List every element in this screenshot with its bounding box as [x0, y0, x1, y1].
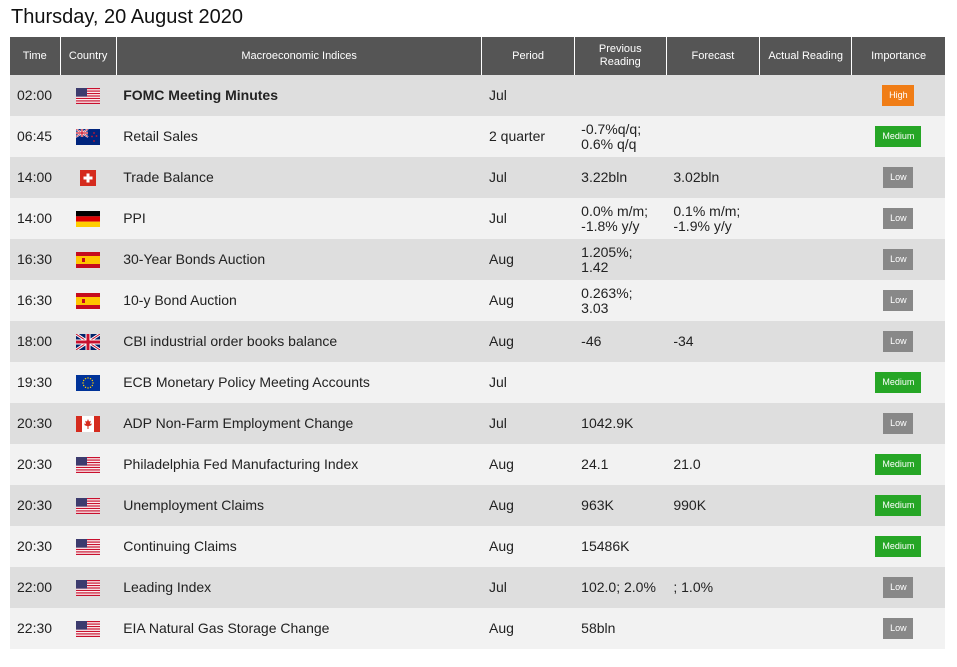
importance-badge: Medium — [875, 372, 921, 393]
previous-reading-cell: 963K — [574, 485, 666, 526]
country-cell — [60, 116, 116, 157]
importance-badge: Medium — [875, 495, 921, 516]
header-forecast: Forecast — [666, 37, 759, 75]
event-name-cell: ECB Monetary Policy Meeting Accounts — [116, 362, 482, 403]
actual-reading-cell — [760, 75, 852, 116]
importance-badge: High — [882, 85, 914, 106]
time-cell: 06:45 — [10, 116, 60, 157]
importance-cell — [852, 75, 945, 116]
us-flag-icon — [76, 457, 100, 473]
us-flag-icon — [76, 539, 100, 555]
period-cell: Jul — [482, 362, 574, 403]
importance-badge: Low — [883, 208, 913, 229]
country-cell — [60, 280, 116, 321]
actual-reading-cell — [760, 444, 852, 485]
event-name-cell: 30-Year Bonds Auction — [116, 239, 482, 280]
table-row[interactable] — [10, 157, 945, 198]
us-flag-icon — [76, 88, 100, 104]
actual-reading-cell — [760, 567, 852, 608]
actual-reading-cell — [760, 116, 852, 157]
economic-calendar-table — [10, 37, 945, 649]
time-cell: 18:00 — [10, 321, 60, 362]
forecast-cell — [666, 280, 759, 321]
actual-reading-cell — [760, 362, 852, 403]
forecast-cell — [666, 75, 759, 116]
period-cell: Aug — [482, 321, 574, 362]
previous-reading-cell: 15486K — [574, 526, 666, 567]
time-cell: 19:30 — [10, 362, 60, 403]
es-flag-icon — [76, 293, 100, 309]
actual-reading-cell — [760, 198, 852, 239]
es-flag-icon — [76, 252, 100, 268]
us-flag-icon — [76, 498, 100, 514]
event-name-cell: ADP Non-Farm Employment Change — [116, 403, 482, 444]
table-row[interactable] — [10, 608, 945, 649]
time-cell: 14:00 — [10, 157, 60, 198]
previous-reading-cell — [574, 362, 666, 403]
event-name-cell: PPI — [116, 198, 482, 239]
actual-reading-cell — [760, 321, 852, 362]
event-name-cell: Leading Index — [116, 567, 482, 608]
header-time: Time — [10, 37, 60, 75]
ca-flag-icon — [76, 416, 100, 432]
event-name-cell: CBI industrial order books balance — [116, 321, 482, 362]
period-cell: Jul — [482, 75, 574, 116]
country-cell — [60, 321, 116, 362]
previous-reading-cell: -46 — [574, 321, 666, 362]
importance-badge: Low — [883, 290, 913, 311]
importance-badge: Low — [883, 249, 913, 270]
forecast-cell: -34 — [666, 321, 759, 362]
forecast-cell — [666, 362, 759, 403]
header-country: Country — [60, 37, 116, 75]
eu-flag-icon — [76, 375, 100, 391]
importance-cell — [852, 526, 945, 567]
header-period: Period — [482, 37, 574, 75]
header-importance: Importance — [852, 37, 945, 75]
forecast-cell: 0.1% m/m; -1.9% y/y — [666, 198, 759, 239]
table-row[interactable] — [10, 362, 945, 403]
time-cell: 22:30 — [10, 608, 60, 649]
previous-reading-cell: 1042.9K — [574, 403, 666, 444]
period-cell: Aug — [482, 444, 574, 485]
country-cell — [60, 239, 116, 280]
time-cell: 22:00 — [10, 567, 60, 608]
forecast-cell — [666, 239, 759, 280]
period-cell: Jul — [482, 403, 574, 444]
event-name-cell: Trade Balance — [116, 157, 482, 198]
time-cell: 20:30 — [10, 403, 60, 444]
importance-cell — [852, 444, 945, 485]
forecast-cell: 990K — [666, 485, 759, 526]
actual-reading-cell — [760, 526, 852, 567]
us-flag-icon — [76, 621, 100, 637]
table-row[interactable] — [10, 321, 945, 362]
country-cell — [60, 485, 116, 526]
actual-reading-cell — [760, 485, 852, 526]
time-cell: 20:30 — [10, 485, 60, 526]
country-cell — [60, 444, 116, 485]
actual-reading-cell — [760, 608, 852, 649]
event-name-cell: 10-y Bond Auction — [116, 280, 482, 321]
previous-reading-cell — [574, 75, 666, 116]
importance-cell — [852, 362, 945, 403]
previous-reading-cell: 3.22bln — [574, 157, 666, 198]
importance-cell — [852, 239, 945, 280]
previous-reading-cell: 0.263%; 3.03 — [574, 280, 666, 321]
importance-badge: Medium — [875, 536, 921, 557]
header-indices: Macroeconomic Indices — [116, 37, 482, 75]
time-cell: 16:30 — [10, 280, 60, 321]
period-cell: Aug — [482, 280, 574, 321]
time-cell: 16:30 — [10, 239, 60, 280]
ch-flag-icon — [76, 170, 100, 186]
actual-reading-cell — [760, 157, 852, 198]
previous-reading-cell: 24.1 — [574, 444, 666, 485]
forecast-cell: 21.0 — [666, 444, 759, 485]
event-name-cell: Continuing Claims — [116, 526, 482, 567]
table-body — [10, 75, 945, 649]
period-cell: Aug — [482, 485, 574, 526]
forecast-cell — [666, 526, 759, 567]
table-row[interactable] — [10, 403, 945, 444]
country-cell — [60, 403, 116, 444]
importance-cell — [852, 403, 945, 444]
table-row[interactable] — [10, 239, 945, 280]
importance-badge: Low — [883, 413, 913, 434]
importance-cell — [852, 157, 945, 198]
time-cell: 20:30 — [10, 526, 60, 567]
importance-cell — [852, 567, 945, 608]
previous-reading-cell: 102.0; 2.0% — [574, 567, 666, 608]
importance-badge: Medium — [875, 454, 921, 475]
importance-badge: Medium — [875, 126, 921, 147]
table-row[interactable] — [10, 198, 945, 239]
table-header-row — [10, 37, 945, 75]
table-row[interactable] — [10, 526, 945, 567]
importance-badge: Low — [883, 167, 913, 188]
country-cell — [60, 198, 116, 239]
header-actual: Actual Reading — [760, 37, 852, 75]
table-row[interactable] — [10, 567, 945, 608]
importance-cell — [852, 280, 945, 321]
previous-reading-cell: 1.205%; 1.42 — [574, 239, 666, 280]
event-name-cell: Philadelphia Fed Manufacturing Index — [116, 444, 482, 485]
table-row[interactable] — [10, 280, 945, 321]
table-row[interactable] — [10, 116, 945, 157]
period-cell: Aug — [482, 526, 574, 567]
country-cell — [60, 157, 116, 198]
importance-cell — [852, 485, 945, 526]
importance-cell — [852, 116, 945, 157]
forecast-cell — [666, 116, 759, 157]
importance-cell — [852, 198, 945, 239]
table-row[interactable] — [10, 485, 945, 526]
previous-reading-cell: -0.7%q/q; 0.6% q/q — [574, 116, 666, 157]
table-row[interactable] — [10, 75, 945, 116]
importance-badge: Low — [883, 331, 913, 352]
period-cell: Jul — [482, 198, 574, 239]
event-name-cell: FOMC Meeting Minutes — [116, 75, 482, 116]
country-cell — [60, 567, 116, 608]
event-name-cell: Unemployment Claims — [116, 485, 482, 526]
time-cell: 20:30 — [10, 444, 60, 485]
previous-reading-cell: 0.0% m/m; -1.8% y/y — [574, 198, 666, 239]
period-cell: 2 quarter — [482, 116, 574, 157]
importance-badge: Low — [883, 618, 913, 639]
table-row[interactable] — [10, 444, 945, 485]
header-previous: Previous Reading — [574, 37, 666, 75]
gb-flag-icon — [76, 334, 100, 350]
period-cell: Aug — [482, 608, 574, 649]
forecast-cell — [666, 608, 759, 649]
forecast-cell: 3.02bln — [666, 157, 759, 198]
event-name-cell: Retail Sales — [116, 116, 482, 157]
country-cell — [60, 362, 116, 403]
forecast-cell: ; 1.0% — [666, 567, 759, 608]
event-name-cell: EIA Natural Gas Storage Change — [116, 608, 482, 649]
importance-cell — [852, 321, 945, 362]
importance-badge: Low — [883, 577, 913, 598]
actual-reading-cell — [760, 239, 852, 280]
country-cell — [60, 75, 116, 116]
period-cell: Jul — [482, 567, 574, 608]
page-title: Thursday, 20 August 2020 — [11, 6, 244, 28]
actual-reading-cell — [760, 403, 852, 444]
country-cell — [60, 608, 116, 649]
us-flag-icon — [76, 580, 100, 596]
nz-flag-icon — [76, 129, 100, 145]
time-cell: 14:00 — [10, 198, 60, 239]
forecast-cell — [666, 403, 759, 444]
country-cell — [60, 526, 116, 567]
period-cell: Aug — [482, 239, 574, 280]
time-cell: 02:00 — [10, 75, 60, 116]
previous-reading-cell: 58bln — [574, 608, 666, 649]
period-cell: Jul — [482, 157, 574, 198]
importance-cell — [852, 608, 945, 649]
actual-reading-cell — [760, 280, 852, 321]
de-flag-icon — [76, 211, 100, 227]
